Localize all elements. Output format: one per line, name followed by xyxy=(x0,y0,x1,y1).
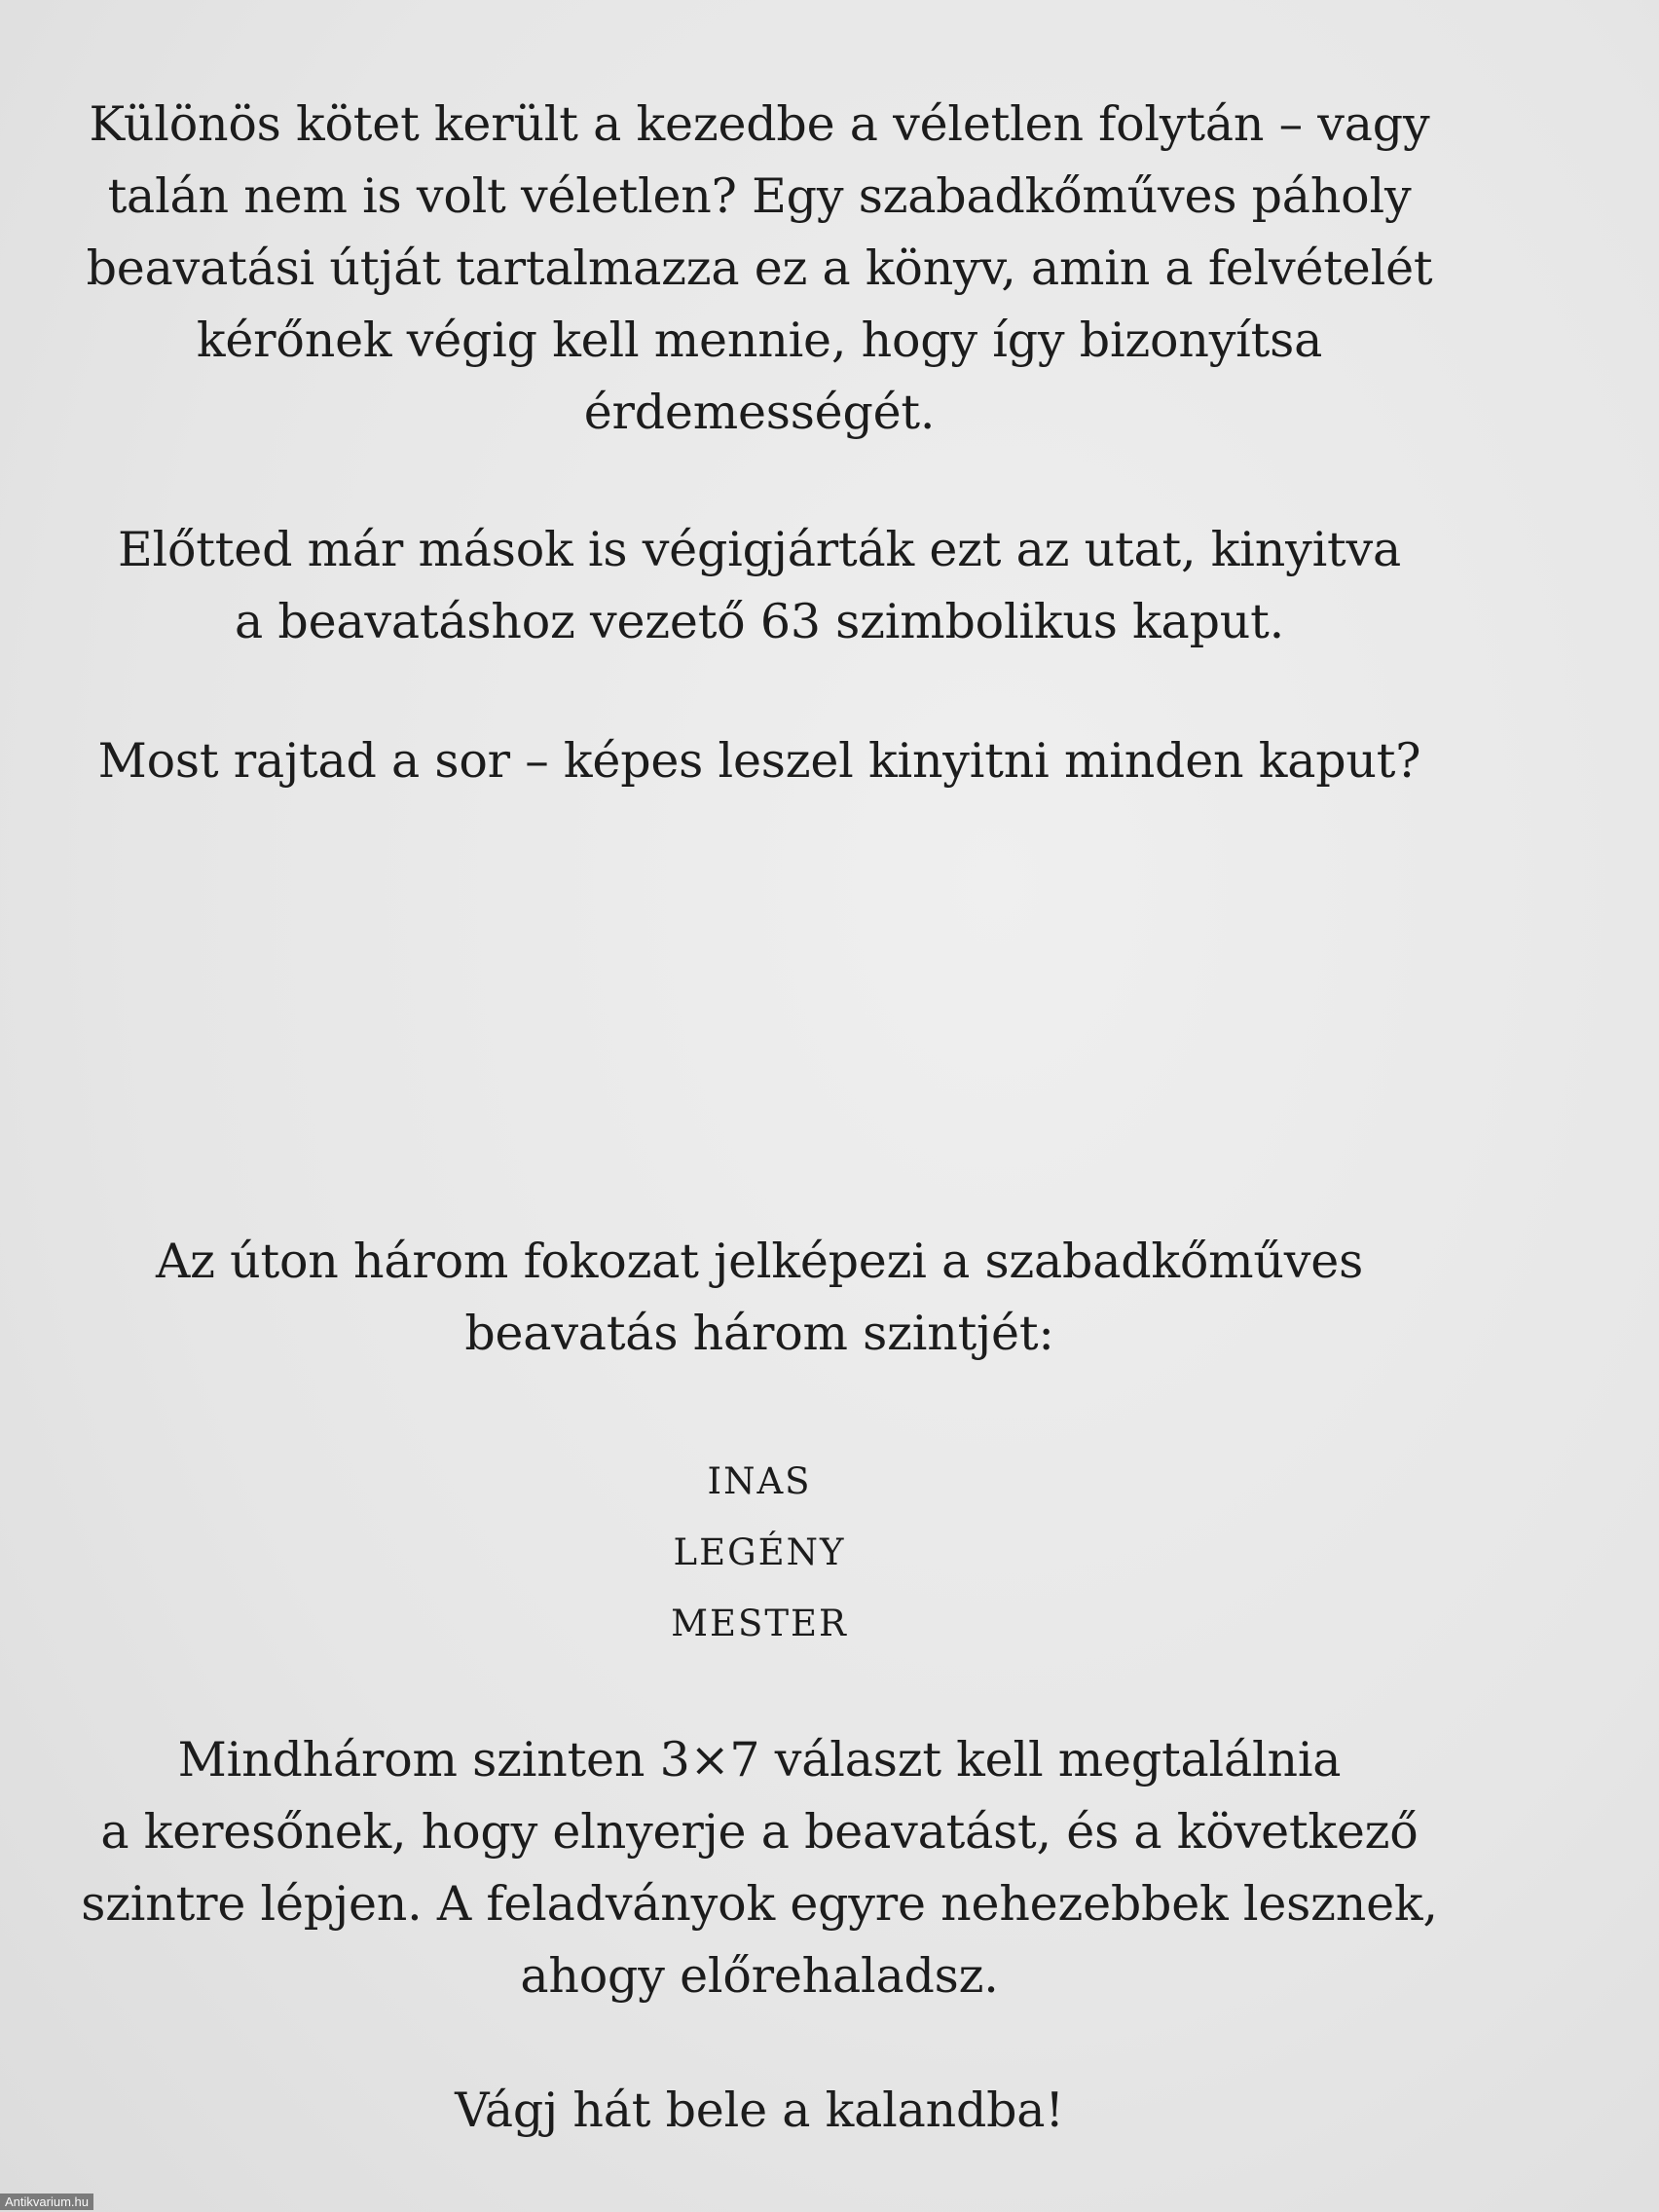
degree-journeyman: LEGÉNY xyxy=(673,1531,846,1573)
question-line: Most rajtad a sor – képes leszel kinyitni minden kaput? xyxy=(97,733,1421,789)
degree-master: MESTER xyxy=(671,1603,848,1644)
answers-line: szintre lépjen. A feladványok egyre nehezebbek lesznek, xyxy=(81,1876,1438,1932)
closing-line: Vágj hát bele a kalandba! xyxy=(455,2083,1064,2138)
answers-paragraph xyxy=(78,1724,1441,2012)
answers-line: a keresőnek, hogy elnyerje a beavatást, és a következő xyxy=(100,1804,1419,1860)
intro-line: kérőnek végig kell mennie, hogy így bizonyítsa xyxy=(196,313,1323,368)
answers-line: Mindhárom szinten 3×7 választ kell megtalálnia xyxy=(177,1732,1342,1788)
closing-paragraph xyxy=(78,2075,1441,2147)
others-line: a beavatáshoz vezető 63 szimbolikus kaput. xyxy=(235,594,1284,649)
others-line: Előtted már mások is végigjárták ezt az utat, kinyitva xyxy=(117,522,1402,577)
question-paragraph xyxy=(78,725,1441,797)
intro-paragraph xyxy=(78,89,1441,449)
answers-line: ahogy előrehaladsz. xyxy=(520,1948,999,2004)
watermark: Antikvarium.hu xyxy=(0,2194,93,2210)
intro-line: talán nem is volt véletlen? Egy szabadkőműves páholy xyxy=(107,168,1412,224)
degrees-intro-line: Az úton három fokozat jelképezi a szabadkőműves xyxy=(155,1234,1364,1289)
degrees-intro-line: beavatás három szintjét: xyxy=(464,1306,1054,1361)
degrees-list xyxy=(565,1446,954,1659)
intro-line: beavatási útját tartalmazza ez a könyv, amin a felvételét xyxy=(86,240,1433,296)
intro-line: Különös kötet került a kezedbe a véletlen folytán – vagy xyxy=(89,96,1430,152)
intro-line: érdemességét. xyxy=(583,385,936,440)
degree-apprentice: INAS xyxy=(707,1460,812,1502)
degrees-intro-paragraph xyxy=(78,1226,1441,1370)
others-paragraph xyxy=(78,514,1441,658)
